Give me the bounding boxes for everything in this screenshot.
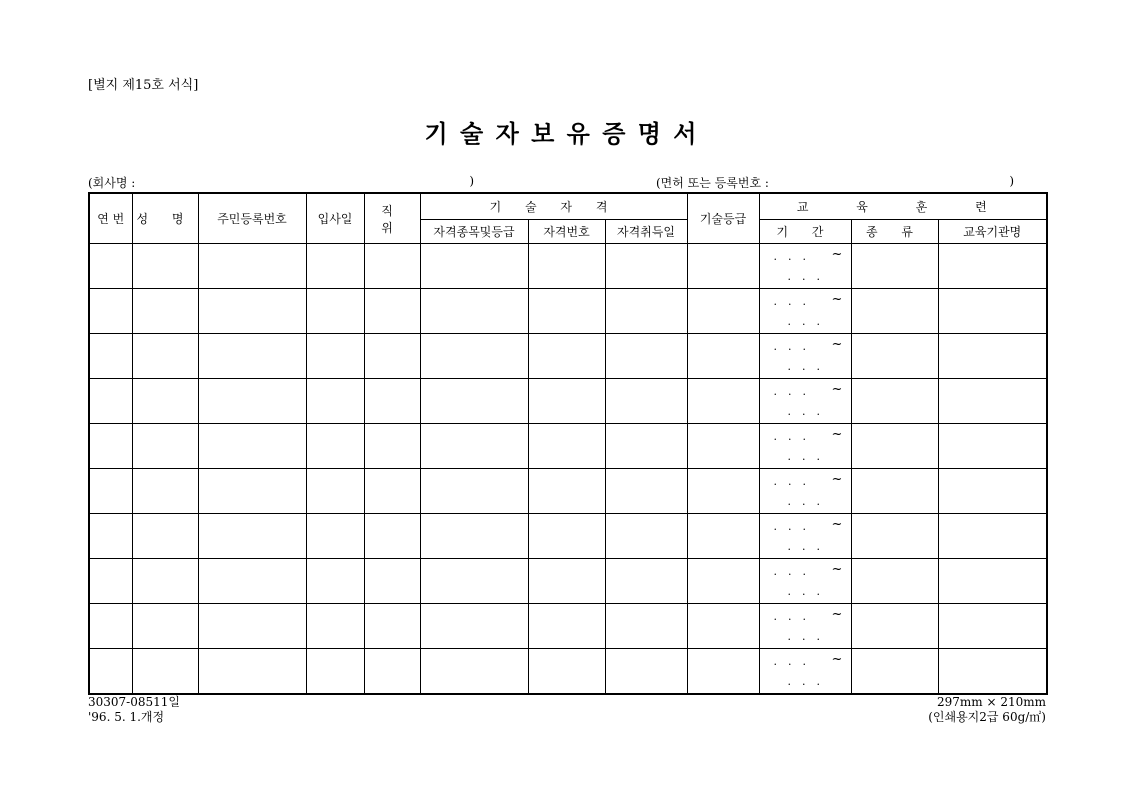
table-cell[interactable] [132, 514, 198, 559]
table-cell[interactable] [938, 649, 1047, 695]
table-cell[interactable] [198, 514, 306, 559]
table-cell[interactable] [306, 289, 364, 334]
table-cell[interactable] [132, 649, 198, 695]
period-end-dots: ... [787, 675, 831, 688]
table-cell[interactable] [132, 559, 198, 604]
period-start-dots: ... [773, 430, 817, 443]
period-start-dots: ... [773, 475, 817, 488]
table-cell[interactable] [306, 649, 364, 695]
table-cell[interactable] [528, 424, 605, 469]
table-cell[interactable] [759, 604, 851, 649]
col-institution: 교육기관명 [938, 220, 1047, 244]
table-cell[interactable] [89, 424, 132, 469]
table-cell[interactable] [420, 649, 528, 695]
table-cell[interactable] [364, 334, 420, 379]
table-cell[interactable] [938, 379, 1047, 424]
col-kind: 종 류 [851, 220, 938, 244]
period-end-dots: ... [787, 540, 831, 553]
footer-paper-grade: (인쇄용지2급 60g/㎡) [928, 710, 1046, 724]
table-cell[interactable] [364, 289, 420, 334]
period-placeholder [760, 424, 851, 468]
table-cell[interactable] [420, 424, 528, 469]
table-cell[interactable] [759, 469, 851, 514]
table-row [89, 379, 1047, 424]
period-placeholder [760, 334, 851, 378]
table-cell[interactable] [605, 649, 687, 695]
table-cell[interactable] [851, 514, 938, 559]
engineer-table [88, 192, 1048, 695]
table-cell[interactable] [687, 289, 759, 334]
company-name-close: ) [469, 174, 474, 188]
table-cell[interactable] [420, 379, 528, 424]
table-cell[interactable] [605, 604, 687, 649]
table-cell[interactable] [364, 244, 420, 289]
period-tilde: ~ [831, 247, 843, 262]
company-name-label: (회사명 : [88, 176, 136, 190]
table-cell[interactable] [306, 334, 364, 379]
license-number-label: (면허 또는 등록번호 : [656, 176, 769, 190]
table-cell[interactable] [198, 289, 306, 334]
table-cell[interactable] [89, 289, 132, 334]
table-cell[interactable] [759, 334, 851, 379]
table-cell[interactable] [851, 334, 938, 379]
table-cell[interactable] [687, 334, 759, 379]
table-cell[interactable] [528, 649, 605, 695]
table-cell[interactable] [938, 289, 1047, 334]
table-cell[interactable] [528, 604, 605, 649]
table-cell[interactable] [605, 514, 687, 559]
col-resident-no: 주민등록번호 [198, 193, 306, 244]
col-qual-type-grade: 자격종목및등급 [420, 220, 528, 244]
table-cell[interactable] [851, 469, 938, 514]
license-number-close: ) [1009, 174, 1014, 188]
col-qual-date: 자격취득일 [605, 220, 687, 244]
table-cell[interactable] [89, 334, 132, 379]
table-cell[interactable] [132, 244, 198, 289]
table-cell[interactable] [851, 379, 938, 424]
table-cell[interactable] [364, 604, 420, 649]
table-cell[interactable] [528, 289, 605, 334]
table-cell[interactable] [132, 334, 198, 379]
table-cell[interactable] [528, 559, 605, 604]
period-tilde: ~ [831, 562, 843, 577]
table-cell[interactable] [759, 559, 851, 604]
period-tilde: ~ [831, 607, 843, 622]
col-seq: 연 번 [89, 193, 132, 244]
table-cell[interactable] [198, 469, 306, 514]
table-cell[interactable] [132, 379, 198, 424]
table-cell[interactable] [605, 379, 687, 424]
table-cell[interactable] [687, 559, 759, 604]
table-cell[interactable] [420, 559, 528, 604]
table-cell[interactable] [759, 244, 851, 289]
period-end-dots: ... [787, 450, 831, 463]
table-cell[interactable] [605, 244, 687, 289]
period-end-dots: ... [787, 360, 831, 373]
col-name: 성 명 [132, 193, 198, 244]
table-cell[interactable] [306, 559, 364, 604]
table-cell[interactable] [938, 334, 1047, 379]
table-cell[interactable] [198, 424, 306, 469]
col-training-group: 교 육 훈 련 [759, 193, 1047, 220]
table-cell[interactable] [89, 559, 132, 604]
footer-paper-spec [928, 695, 1046, 725]
table-row [89, 334, 1047, 379]
period-start-dots: ... [773, 250, 817, 263]
table-cell[interactable] [132, 289, 198, 334]
table-cell[interactable] [364, 559, 420, 604]
table-cell[interactable] [89, 604, 132, 649]
period-tilde: ~ [831, 652, 843, 667]
table-cell[interactable] [605, 559, 687, 604]
company-name-field[interactable] [88, 174, 474, 191]
table-row [89, 559, 1047, 604]
period-start-dots: ... [773, 295, 817, 308]
period-tilde: ~ [831, 292, 843, 307]
license-number-field[interactable] [656, 174, 1014, 191]
table-cell[interactable] [851, 424, 938, 469]
table-cell[interactable] [759, 424, 851, 469]
table-cell[interactable] [938, 559, 1047, 604]
table-cell[interactable] [528, 514, 605, 559]
table-cell[interactable] [89, 469, 132, 514]
table-row [89, 604, 1047, 649]
table-cell[interactable] [605, 469, 687, 514]
period-start-dots: ... [773, 565, 817, 578]
period-start-dots: ... [773, 655, 817, 668]
table-cell[interactable] [851, 649, 938, 695]
period-end-dots: ... [787, 315, 831, 328]
period-placeholder [760, 244, 851, 288]
period-tilde: ~ [831, 517, 843, 532]
table-cell[interactable] [198, 559, 306, 604]
period-end-dots: ... [787, 630, 831, 643]
period-end-dots: ... [787, 585, 831, 598]
period-placeholder [760, 469, 851, 513]
table-cell[interactable] [687, 244, 759, 289]
table-cell[interactable] [851, 604, 938, 649]
table-cell[interactable] [420, 469, 528, 514]
table-cell[interactable] [605, 424, 687, 469]
table-cell[interactable] [851, 289, 938, 334]
period-start-dots: ... [773, 385, 817, 398]
period-end-dots: ... [787, 270, 831, 283]
table-cell[interactable] [89, 514, 132, 559]
table-cell[interactable] [198, 649, 306, 695]
period-placeholder [760, 649, 851, 693]
period-end-dots: ... [787, 495, 831, 508]
table-cell[interactable] [132, 469, 198, 514]
table-cell[interactable] [759, 514, 851, 559]
table-cell[interactable] [89, 649, 132, 695]
table-row [89, 244, 1047, 289]
table-cell[interactable] [306, 379, 364, 424]
col-period: 기 간 [759, 220, 851, 244]
table-cell[interactable] [132, 604, 198, 649]
period-tilde: ~ [831, 472, 843, 487]
table-cell[interactable] [364, 424, 420, 469]
period-placeholder [760, 379, 851, 423]
period-tilde: ~ [831, 337, 843, 352]
col-tech-grade: 기술등급 [687, 193, 759, 244]
table-cell[interactable] [851, 244, 938, 289]
footer-form-code [88, 695, 180, 725]
table-cell[interactable] [528, 379, 605, 424]
period-tilde: ~ [831, 382, 843, 397]
table-cell[interactable] [759, 649, 851, 695]
table-cell[interactable] [687, 424, 759, 469]
table-cell[interactable] [687, 379, 759, 424]
period-end-dots: ... [787, 405, 831, 418]
footer-code: 30307-08511일 [88, 695, 180, 709]
table-cell[interactable] [89, 379, 132, 424]
table-cell[interactable] [420, 604, 528, 649]
page-title: 기 술 자 보 유 증 명 서 [424, 119, 699, 148]
table-cell[interactable] [528, 469, 605, 514]
table-cell[interactable] [364, 469, 420, 514]
period-start-dots: ... [773, 520, 817, 533]
table-cell[interactable] [938, 604, 1047, 649]
table-cell[interactable] [89, 244, 132, 289]
period-placeholder [760, 289, 851, 333]
table-row [89, 649, 1047, 695]
table-cell[interactable] [687, 514, 759, 559]
table-cell[interactable] [687, 649, 759, 695]
table-cell[interactable] [420, 334, 528, 379]
footer-revision: '96. 5. 1.개정 [88, 710, 165, 724]
table-cell[interactable] [364, 514, 420, 559]
table-row [89, 514, 1047, 559]
period-start-dots: ... [773, 340, 817, 353]
table-cell[interactable] [420, 289, 528, 334]
table-cell[interactable] [528, 334, 605, 379]
table-cell[interactable] [605, 289, 687, 334]
table-cell[interactable] [306, 244, 364, 289]
period-placeholder [760, 514, 851, 558]
table-cell[interactable] [420, 244, 528, 289]
table-cell[interactable] [306, 514, 364, 559]
table-cell[interactable] [759, 379, 851, 424]
col-position: 직 위 [364, 193, 420, 244]
table-cell[interactable] [687, 604, 759, 649]
table-cell[interactable] [938, 424, 1047, 469]
table-cell[interactable] [605, 334, 687, 379]
table-cell[interactable] [938, 514, 1047, 559]
table-cell[interactable] [938, 469, 1047, 514]
table-row [89, 289, 1047, 334]
table-cell[interactable] [364, 379, 420, 424]
period-tilde: ~ [831, 427, 843, 442]
table-cell[interactable] [528, 244, 605, 289]
form-number-label: [별지 제15호 서식] [88, 78, 199, 93]
table-row [89, 469, 1047, 514]
period-placeholder [760, 604, 851, 648]
period-placeholder [760, 559, 851, 603]
col-qual-number: 자격번호 [528, 220, 605, 244]
table-cell[interactable] [306, 604, 364, 649]
table-cell[interactable] [851, 559, 938, 604]
table-cell[interactable] [198, 379, 306, 424]
table-cell[interactable] [306, 469, 364, 514]
table-cell[interactable] [687, 469, 759, 514]
table-cell[interactable] [759, 289, 851, 334]
table-cell[interactable] [132, 424, 198, 469]
footer-paper-size: 297mm × 210mm [936, 695, 1046, 709]
col-qualification-group: 기 술 자 격 [420, 193, 687, 220]
table-cell[interactable] [198, 604, 306, 649]
period-start-dots: ... [773, 610, 817, 623]
table-cell[interactable] [306, 424, 364, 469]
col-join-date: 입사일 [306, 193, 364, 244]
table-cell[interactable] [364, 649, 420, 695]
table-cell[interactable] [198, 244, 306, 289]
table-cell[interactable] [198, 334, 306, 379]
table-cell[interactable] [420, 514, 528, 559]
table-cell[interactable] [938, 244, 1047, 289]
table-row [89, 424, 1047, 469]
